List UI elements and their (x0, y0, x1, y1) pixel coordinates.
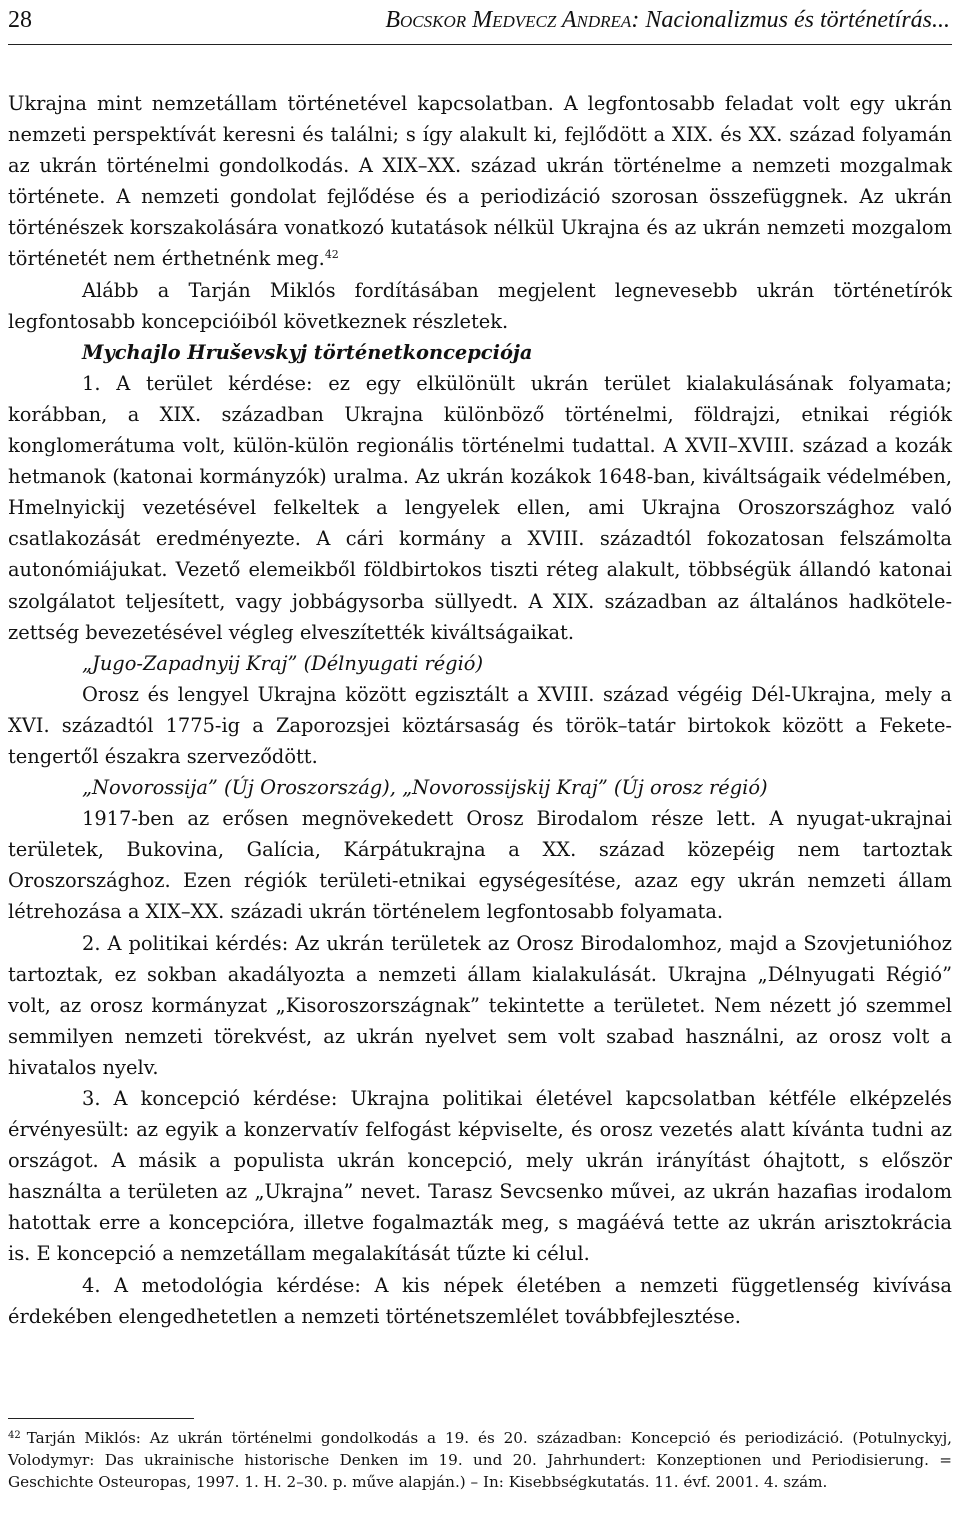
page-header (8, 2, 952, 40)
paragraph-novorossija: 1917-ben az erősen megnövekedett Orosz Birodalom része lett. A nyugat-ukrajnai területek, Bukovina, Galícia, Kárpátukrajna a XX. század közepéig nem tartoztak Oroszországhoz. Ezen régiók területi-etnikai egységesítése, azaz egy ukrán nemzeti állam létrehozása a XIX–XX. századi ukrán történelem legfontosabb folyamata. (8, 807, 952, 924)
header-rule (8, 44, 952, 45)
footnote (8, 1427, 952, 1493)
footnote-reference: 42 (324, 248, 339, 262)
page-number: 28 (8, 7, 32, 33)
section-heading: Mychajlo Hruševskyj történetkoncepciója (82, 340, 533, 364)
paragraph-intro (8, 88, 952, 275)
running-title (385, 2, 950, 38)
list-item-methodology: 4. A metodológia kérdése: A kis népek életében a nemzeti függetlenség kivívása érdekében elengedhetetlen a nemzeti történetszemlélet továbbfejlesztése. (8, 1273, 952, 1328)
footnote-number: 42 (8, 1430, 21, 1441)
footnote-rule (8, 1418, 194, 1419)
paragraph-intro-text: Ukrajna mint nemzetállam történetével kapcsolatban. A legfontosabb feladat volt egy ukrán nemzeti perspektívát keresni és találni; s így alakult ki, fejlődött a XIX. és XX. század folyamán az ukrán történelmi gondolkodás. A XIX–XX. század ukrán történelme a nemzeti mozgalmak története. A nemzeti gondolat fejlődése és a periodizáció szorosan összefüggnek. Az ukrán történészek korszakolására vonatkozó kutatások nélkül Ukrajna és az ukrán nemzeti mozgalom történetét nem érthetnénk meg. (8, 92, 952, 271)
footnote-paragraph (8, 1427, 952, 1493)
paragraph-southwest-region: Orosz és lengyel Ukrajna között egzisztált a XVIII. század végéig Dél-Ukrajna, mely a XVI. századtól 1775-ig a Zaporozsjei köztársaság és török–tatár birtokok között a Fekete-tengertől északra szerveződött. (8, 682, 952, 768)
running-title-separator: : (631, 7, 646, 33)
running-title-author: Bocskor Medvecz Andrea (385, 7, 632, 33)
list-item-political: 2. A politikai kérdés: Az ukrán területek az Orosz Birodalomhoz, majd a Szovjetunióhoz tartoztak, ez sokban akadályozta a nemzeti állam kialakulását. Ukrajna „Délnyugati Régió” volt, az orosz kormányzat „Kisoroszországnak” tekintette a területet. Nem nézett jó szemmel semmilyen nemzeti törekvést, az ukrán nyelvet sem volt szabad használni, az orosz volt a hivatalos nyelv. (8, 931, 952, 1079)
main-text (8, 88, 952, 1332)
running-title-text: Nacionalizmus és történetírás... (645, 7, 950, 33)
paragraph-lead-in: Alább a Tarján Miklós fordításában megjelent legnevesebb ukrán történetírók legfontosabb koncepcióiból következnek részletek. (8, 278, 952, 333)
subheading-novorossija: „Novorossija” (Új Oroszország), „Novorossijskij Kraj” (Új orosz régió) (82, 776, 768, 800)
subheading-southwest-region: „Jugo-Zapadnyij Kraj” (Délnyugati régió) (82, 651, 484, 675)
footnote-text: Tarján Miklós: Az ukrán történelmi gondolkodás a 19. és 20. században: Koncepció és periodizáció. (Potulnyckyj, Volodymyr: Das ukrainische historische Denken im 19. und 20. Jahrhundert: Konzeptionen und Periodisierung. = Geschichte Osteuropas, 1997. 1. H. 2–30. p. műve alapján.) – In: Kisebbségkutatás. 11. évf. 2001. 4. szám. (8, 1429, 952, 1491)
list-item-territory: 1. A terület kérdése: ez egy elkülönült ukrán terület kialakulásának folyamata; korábban, a XIX. században Ukrajna különböző történelmi, földrajzi, etnikai régiók konglomerátuma volt, külön-külön regionális történelmi tudattal. A XVII–XVIII. század a kozák hetmanok (katonai kormányzók) uralma. Az ukrán kozákok 1648-ban, kiváltságaik védelmében, Hmelnyickij vezetésével felkeltek a lengyelek ellen, ami Ukrajna Oroszországhoz való csatlakozását eredményezte. A cári kormány a XVIII. századtól fokozatosan felszámolta autonómiájukat. Vezető elemeikből földbirtokos tiszti réteg alakult, többségük állandó katonai szolgálatot teljesített, vagy jobbágysorba süllyedt. A XIX. században az általános hadkötelezettség bevezetésével végleg elveszítették kiváltságaikat. (8, 371, 952, 644)
list-item-concept: 3. A koncepció kérdése: Ukrajna politikai életével kapcsolatban kétféle elképzelés érvényesült: az egyik a konzervatív felfogást képviselte, és orosz vezetés alatt kívánta tudni az országot. A másik a populista ukrán koncepció, mely ukrán irányítást óhajtott, s először használta a területen az „Ukrajna” nevet. Tarasz Sevcsenko művei, az ukrán hazafias irodalom hatottak erre a koncepcióra, illetve fogalmazták meg, s magáévá tette az ukrán arisztokrácia is. E koncepció a nemzetállam megalakítását tűzte ki célul. (8, 1087, 952, 1266)
